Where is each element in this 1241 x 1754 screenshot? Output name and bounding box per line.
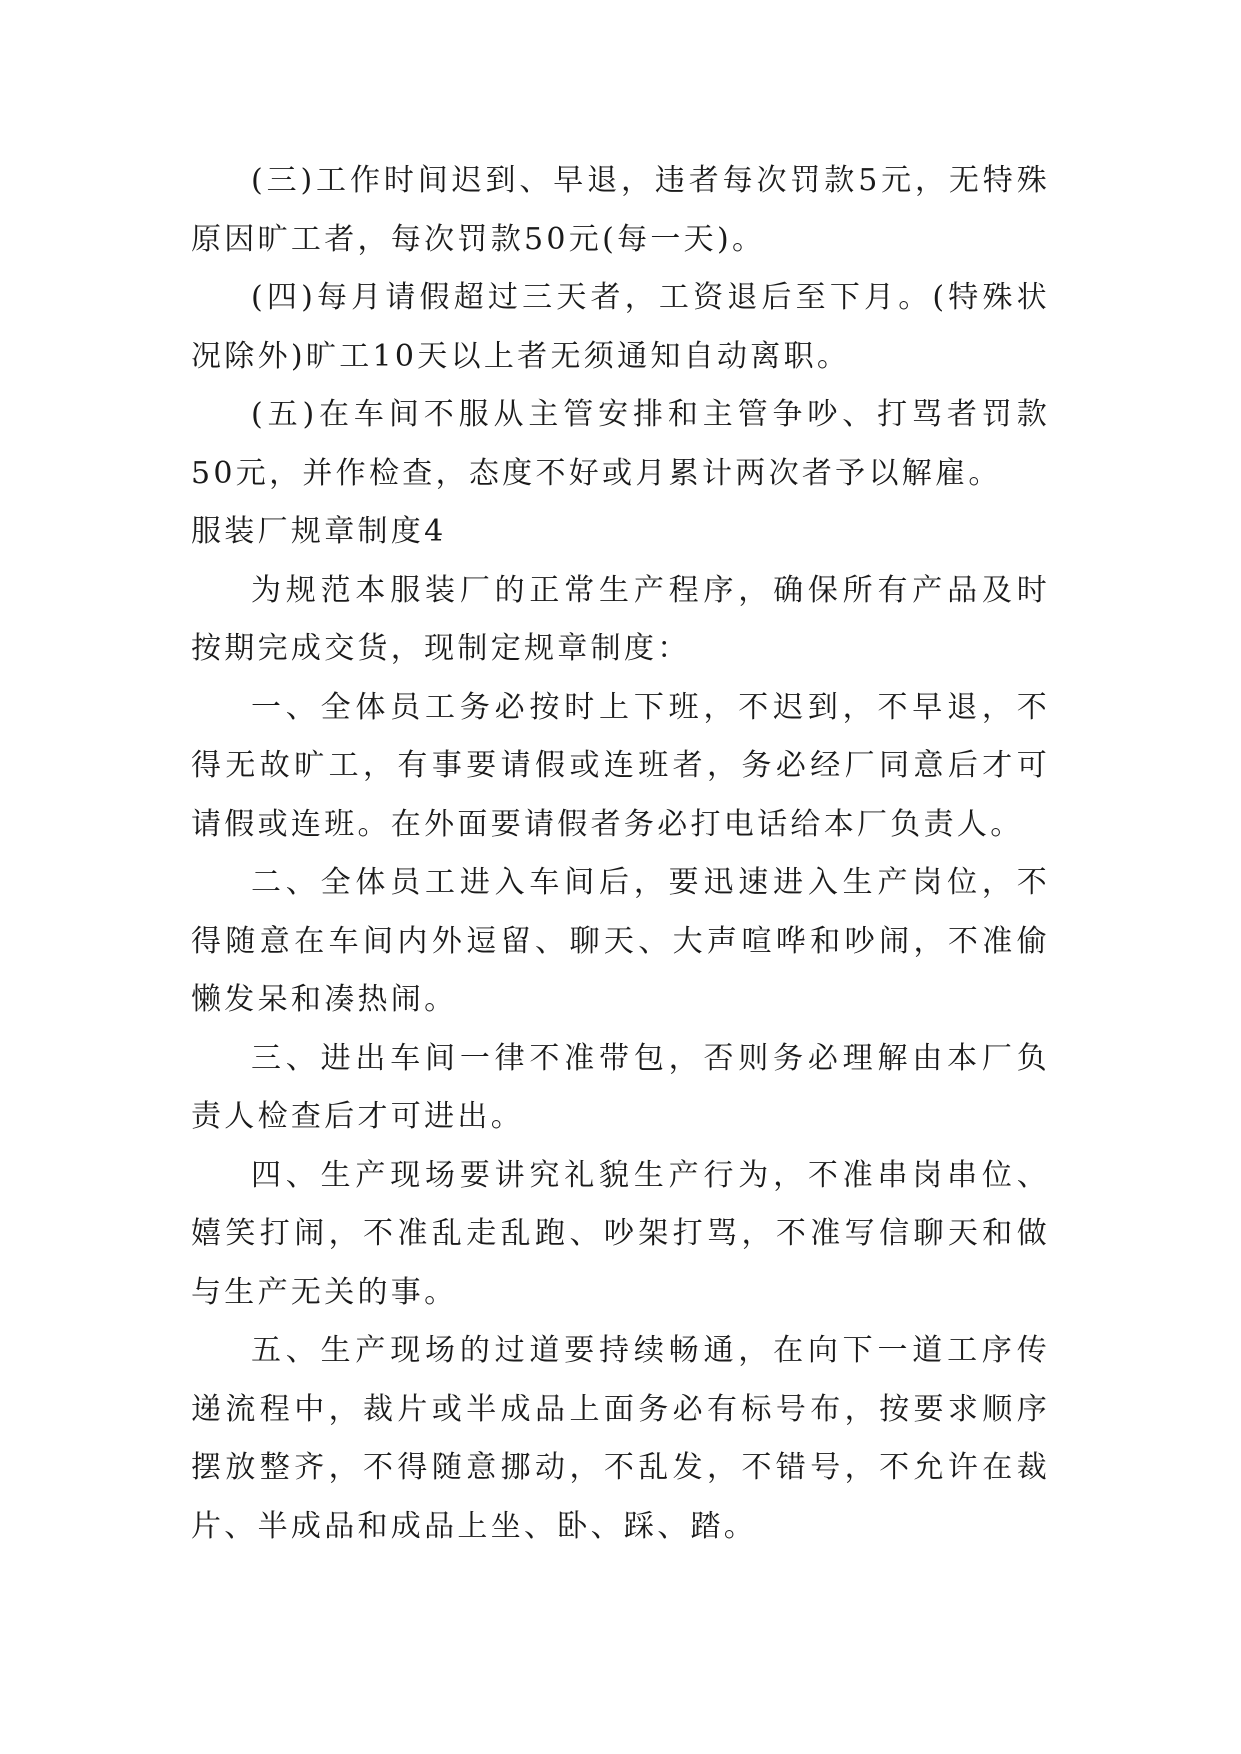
section-title: 服装厂规章制度4	[191, 514, 447, 549]
paragraph-item-5: 五、生产现场的过道要持续畅通，在向下一道工序传递流程中，裁片或半成品上面务必有标号布，按要求顺序摆放整齐，不得随意挪动，不乱发，不错号，不允许在裁片、半成品和成品上坐、卧、踩、踏。	[191, 1333, 1050, 1544]
paragraph-item-4: 四、生产现场要讲究礼貌生产行为，不准串岗串位、嬉笑打闹，不准乱走乱跑、吵架打骂，不准写信聊天和做与生产无关的事。	[191, 1157, 1050, 1310]
paragraph-rule-3-lateness: (三)工作时间迟到、早退，违者每次罚款5元，无特殊原因旷工者，每次罚款50元(每一天)。	[191, 163, 1050, 257]
paragraph-item-2: 二、全体员工进入车间后，要迅速进入生产岗位，不得随意在车间内外逗留、聊天、大声喧哗和吵闹，不准偷懒发呆和凑热闹。	[191, 865, 1050, 1017]
paragraph-rule-4-leave: (四)每月请假超过三天者，工资退后至下月。(特殊状况除外)旷工10天以上者无须通知自动离职。	[191, 280, 1050, 374]
paragraph-item-1: 一、全体员工务必按时上下班，不迟到，不早退，不得无故旷工，有事要请假或连班者，务必经厂同意后才可请假或连班。在外面要请假者务必打电话给本厂负责人。	[191, 689, 1050, 842]
paragraph-item-3: 三、进出车间一律不准带包，否则务必理解由本厂负责人检查后才可进出。	[191, 1040, 1050, 1134]
document-page	[191, 152, 1050, 1556]
paragraph-rule-5-discipline: (五)在车间不服从主管安排和主管争吵、打骂者罚款50元，并作检查，态度不好或月累计两次者予以解雇。	[191, 397, 1050, 491]
paragraph-intro: 为规范本服装厂的正常生产程序，确保所有产品及时按期完成交货，现制定规章制度：	[191, 572, 1050, 666]
